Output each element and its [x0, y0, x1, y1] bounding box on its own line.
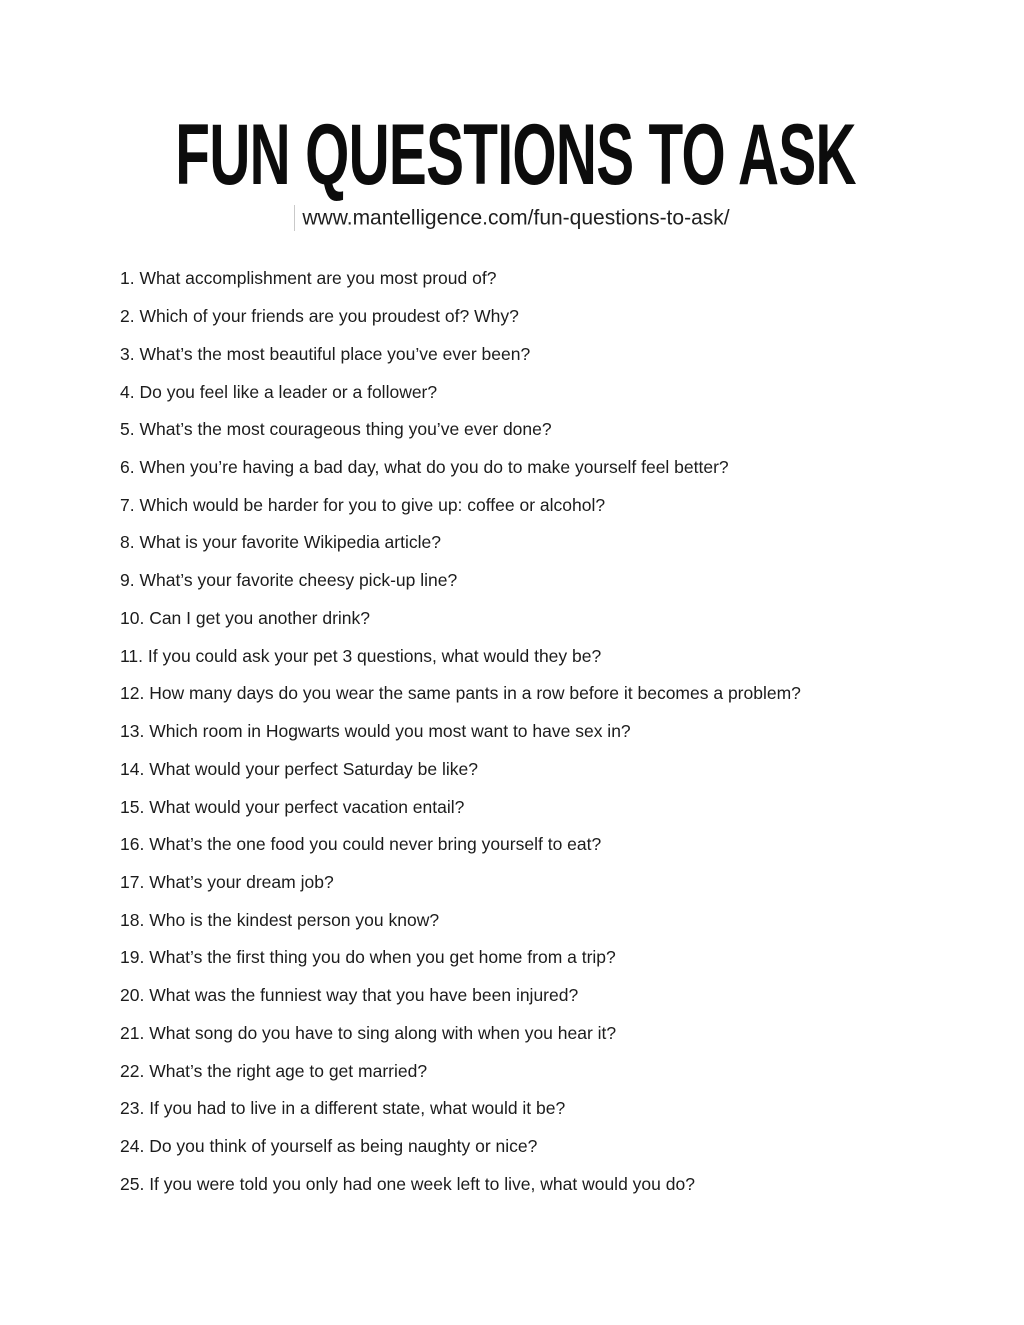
- question-item: 9. What’s your favorite cheesy pick-up line?: [120, 570, 458, 591]
- question-item: 13. Which room in Hogwarts would you most want to have sex in?: [120, 721, 631, 742]
- question-item: 19. What’s the first thing you do when you get home from a trip?: [120, 947, 616, 968]
- question-item: 10. Can I get you another drink?: [120, 607, 371, 628]
- question-item: 20. What was the funniest way that you have been injured?: [120, 985, 579, 1006]
- question-item: 15. What would your perfect vacation entail?: [120, 796, 465, 817]
- page-title: [0, 107, 1024, 203]
- question-item: 14. What would your perfect Saturday be like?: [120, 758, 478, 779]
- question-item: 8. What is your favorite Wikipedia article?: [120, 532, 441, 553]
- page-title-text: FUN QUESTIONS TO ASK: [175, 107, 856, 203]
- question-item: 17. What’s your dream job?: [120, 871, 334, 892]
- source-url: [0, 204, 1024, 232]
- question-item: 25. If you were told you only had one week left to live, what would you do?: [120, 1173, 695, 1194]
- question-item: 7. Which would be harder for you to give up: coffee or alcohol?: [120, 494, 606, 515]
- question-list: [0, 260, 1024, 1203]
- question-item: 16. What’s the one food you could never bring yourself to eat?: [120, 834, 602, 855]
- question-item: 5. What’s the most courageous thing you’ve ever done?: [120, 419, 552, 440]
- question-item: 18. Who is the kindest person you know?: [120, 909, 440, 930]
- question-item: 21. What song do you have to sing along with when you hear it?: [120, 1022, 617, 1043]
- question-item: 4. Do you feel like a leader or a follower?: [120, 381, 438, 402]
- question-item: 12. How many days do you wear the same pants in a row before it becomes a problem?: [120, 683, 801, 704]
- question-item: 24. Do you think of yourself as being naughty or nice?: [120, 1135, 538, 1156]
- url-box-left-edge: [294, 205, 295, 231]
- question-item: 22. What’s the right age to get married?: [120, 1060, 428, 1081]
- question-item: 6. When you’re having a bad day, what do you do to make yourself feel better?: [120, 457, 729, 478]
- question-item: 3. What’s the most beautiful place you’ve ever been?: [120, 343, 531, 364]
- source-url-text: www.mantelligence.com/fun-questions-to-ask/: [302, 206, 730, 230]
- question-item: 23. If you had to live in a different state, what would it be?: [120, 1098, 566, 1119]
- question-item: 2. Which of your friends are you proudest of? Why?: [120, 306, 519, 327]
- question-item: 11. If you could ask your pet 3 questions, what would they be?: [120, 645, 602, 666]
- question-item: 1. What accomplishment are you most proud of?: [120, 268, 497, 289]
